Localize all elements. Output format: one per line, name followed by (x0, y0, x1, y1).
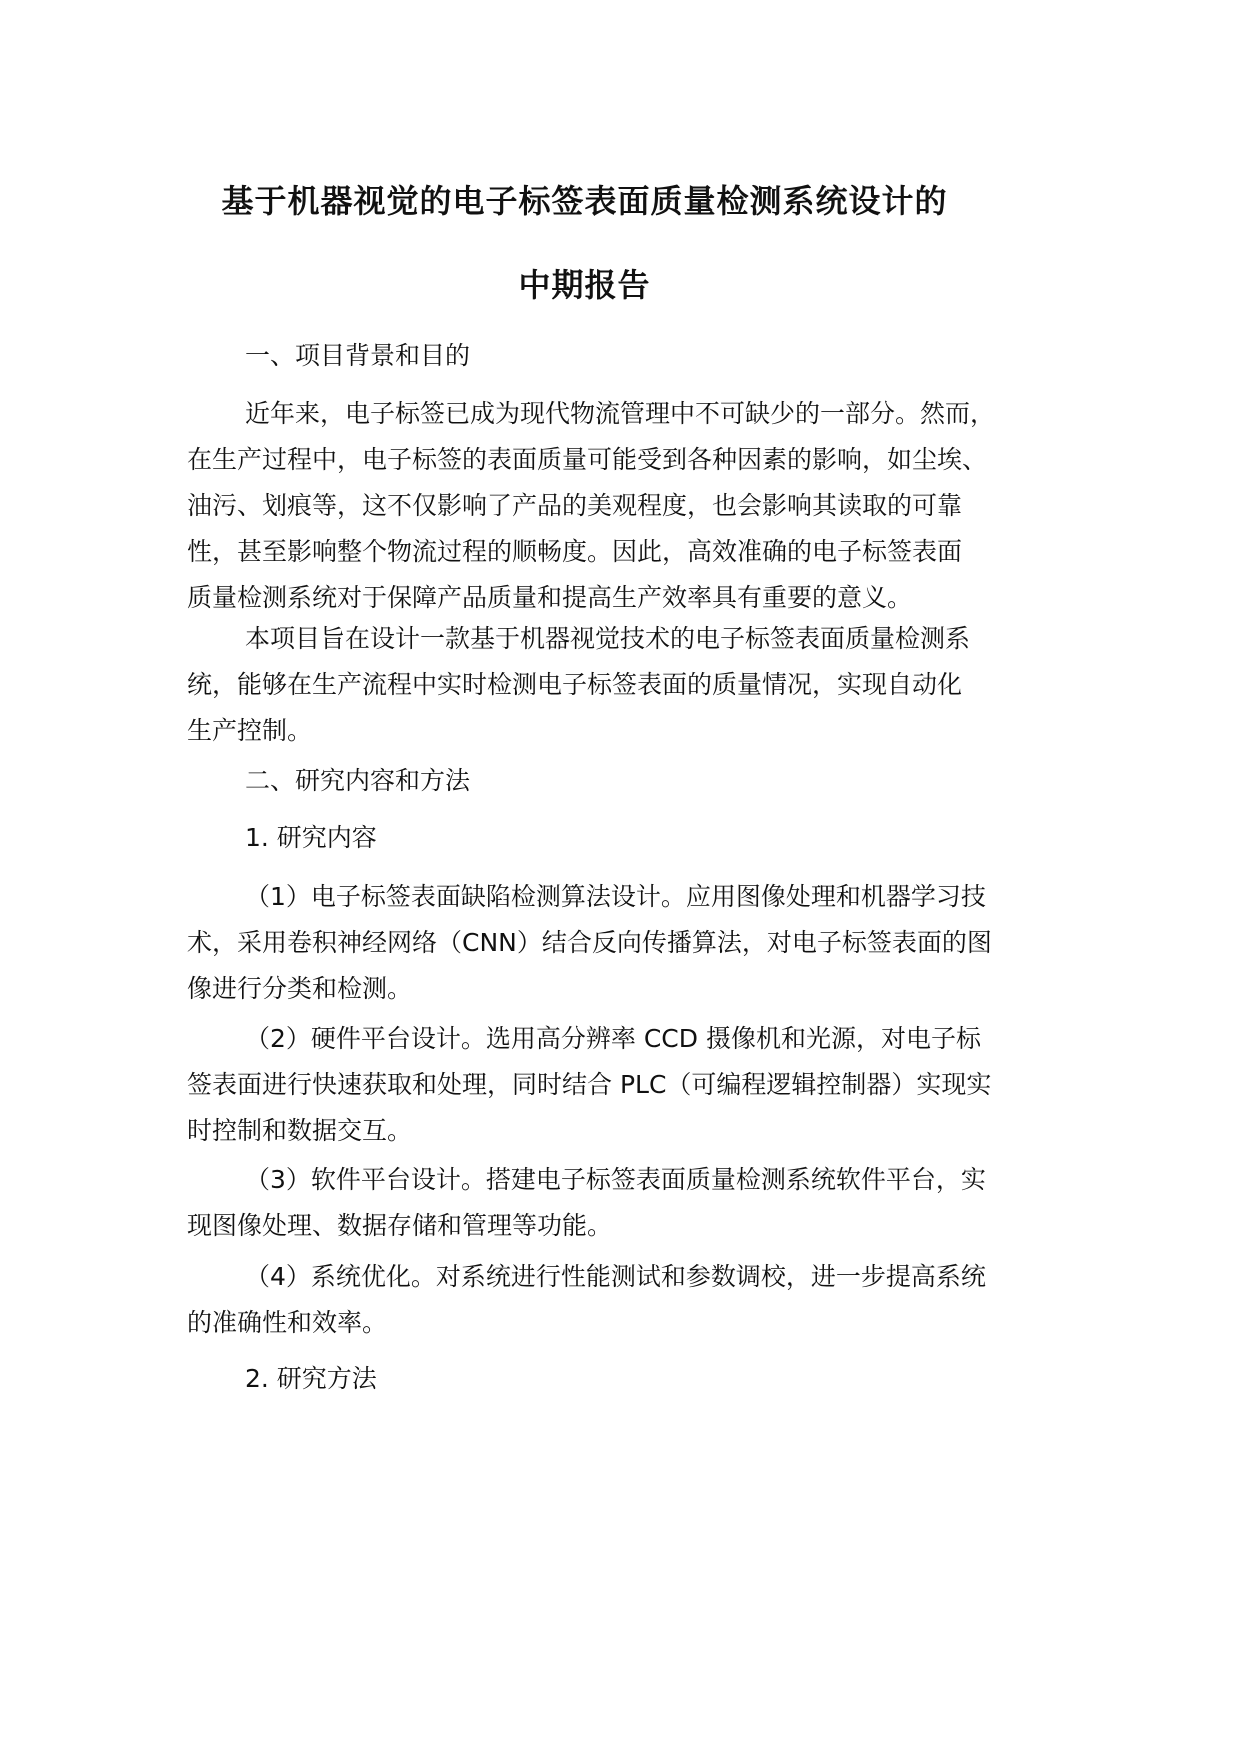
text-line: 时控制和数据交互。 (187, 1116, 413, 1145)
heading-line: 1. 研究内容 (245, 823, 377, 852)
section-heading-background (187, 333, 1067, 379)
text-line: 签表面进行快速获取和处理，同时结合 PLC（可编程逻辑控制器）实现实 (187, 1070, 992, 1099)
heading-line: 一、项目背景和目的 (245, 341, 471, 370)
subheading-research-content (187, 815, 1067, 861)
heading-line: 2. 研究方法 (245, 1364, 377, 1393)
text-line: （2）硬件平台设计。选用高分辨率 CCD 摄像机和光源，对电子标 (245, 1024, 981, 1053)
text-line: 术，采用卷积神经网络（CNN）结合反向传播算法，对电子标签表面的图 (187, 928, 992, 957)
document-title-line-1: 基于机器视觉的电子标签表面质量检测系统设计的 (221, 182, 948, 220)
text-line: 生产控制。 (187, 716, 313, 745)
heading-line: 二、研究内容和方法 (245, 766, 471, 795)
paragraph-item-4 (187, 1254, 1067, 1346)
text-line: 统，能够在生产流程中实时检测电子标签表面的质量情况，实现自动化 (187, 670, 963, 699)
paragraph-project-aim (187, 616, 1067, 754)
text-line: （4）系统优化。对系统进行性能测试和参数调校，进一步提高系统 (245, 1262, 986, 1291)
text-line: 像进行分类和检测。 (187, 974, 413, 1003)
document-title-line-2: 中期报告 (518, 266, 651, 304)
text-line: 性，甚至影响整个物流过程的顺畅度。因此，高效准确的电子标签表面 (187, 537, 963, 566)
section-heading-content-methods (187, 758, 1067, 804)
text-line: 在生产过程中，电子标签的表面质量可能受到各种因素的影响，如尘埃、 (187, 445, 988, 474)
paragraph-item-3 (187, 1157, 1067, 1249)
text-line: 油污、划痕等，这不仅影响了产品的美观程度，也会影响其读取的可靠 (187, 491, 963, 520)
text-line: 本项目旨在设计一款基于机器视觉技术的电子标签表面质量检测系 (245, 624, 971, 653)
paragraph-background (187, 391, 1067, 621)
text-line: 现图像处理、数据存储和管理等功能。 (187, 1211, 613, 1240)
text-line: 近年来，电子标签已成为现代物流管理中不可缺少的一部分。然而， (245, 399, 996, 428)
text-line: （3）软件平台设计。搭建电子标签表面质量检测系统软件平台，实 (245, 1165, 986, 1194)
text-line: （1）电子标签表面缺陷检测算法设计。应用图像处理和机器学习技 (245, 882, 986, 911)
subheading-research-methods (187, 1356, 1067, 1402)
paragraph-item-1 (187, 874, 1067, 1012)
paragraph-item-2 (187, 1016, 1067, 1154)
text-line: 质量检测系统对于保障产品质量和提高生产效率具有重要的意义。 (187, 583, 913, 612)
text-line: 的准确性和效率。 (187, 1308, 388, 1337)
